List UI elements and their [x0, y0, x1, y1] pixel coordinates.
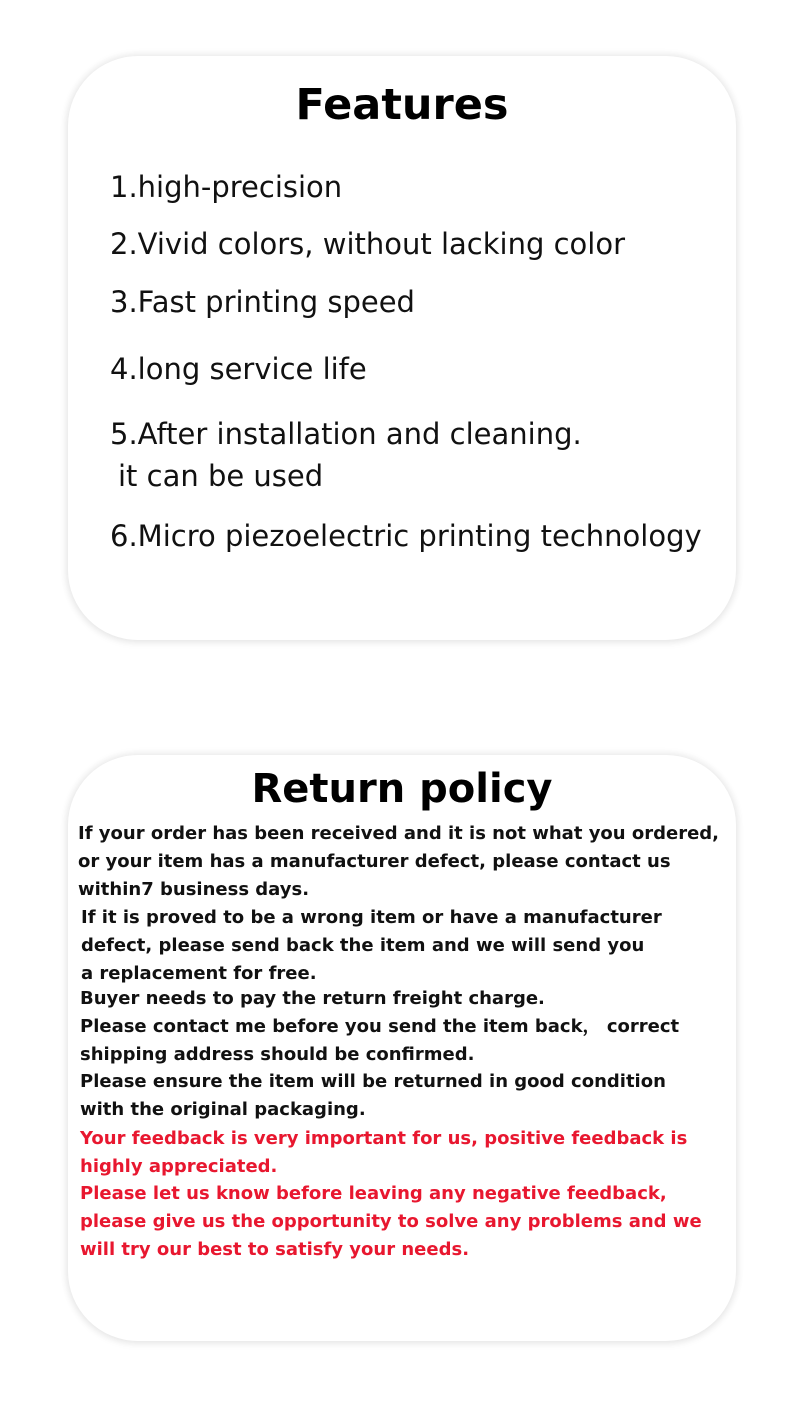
policy-line: Please contact me before you send the item back， correct	[80, 1016, 680, 1037]
features-card	[68, 56, 736, 640]
policy-line: within7 business days.	[78, 879, 310, 900]
features-title: Features	[295, 80, 509, 130]
feature-item-4: 4.long service life	[110, 352, 367, 386]
policy-line-highlight: Please let us know before leaving any negative feedback,	[80, 1183, 667, 1204]
return-policy-title: Return policy	[251, 766, 553, 812]
policy-line: Buyer needs to pay the return freight charge.	[80, 988, 545, 1009]
return-policy-card	[68, 755, 736, 1341]
feature-item-5: 5.After installation and cleaning.	[110, 417, 582, 451]
feature-item-3: 3.Fast printing speed	[110, 285, 415, 319]
policy-line: defect, please send back the item and we will send you	[81, 935, 645, 956]
policy-line: with the original packaging.	[80, 1099, 366, 1120]
feature-item-6: 6.Micro piezoelectric printing technology	[110, 519, 702, 553]
policy-line-highlight: highly appreciated.	[80, 1156, 278, 1177]
policy-line: a replacement for free.	[81, 963, 317, 984]
policy-line: If your order has been received and it is not what you ordered,	[78, 823, 720, 844]
policy-line: or your item has a manufacturer defect, please contact us	[78, 851, 671, 872]
policy-line: If it is proved to be a wrong item or have a manufacturer	[81, 907, 662, 928]
policy-line: shipping address should be confirmed.	[80, 1044, 475, 1065]
policy-line-highlight: please give us the opportunity to solve any problems and we	[80, 1211, 702, 1232]
return-policy-text	[68, 755, 736, 1341]
policy-line: Please ensure the item will be returned in good condition	[80, 1071, 666, 1092]
policy-line-highlight: will try our best to satisfy your needs.	[80, 1239, 470, 1260]
feature-item-5-continuation: it can be used	[118, 459, 324, 493]
policy-line-highlight: Your feedback is very important for us, positive feedback is	[80, 1128, 688, 1149]
feature-item-2: 2.Vivid colors, without lacking color	[110, 227, 626, 261]
feature-item-1: 1.high-precision	[110, 170, 343, 204]
